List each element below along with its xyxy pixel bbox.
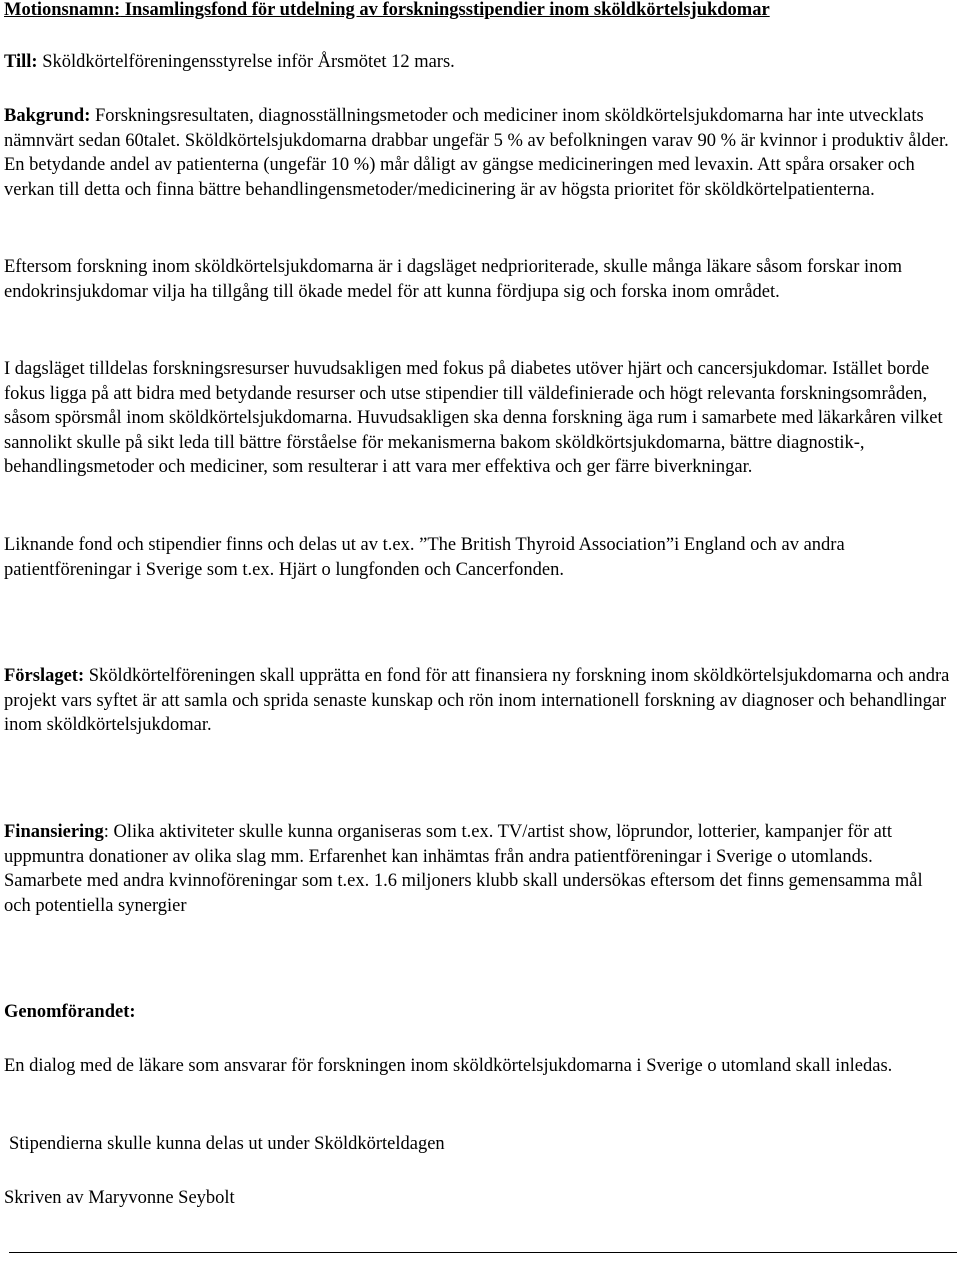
financing-paragraph xyxy=(4,820,950,918)
till-label: Till: xyxy=(4,52,38,72)
stipend-line: Stipendierna skulle kunna delas ut under Sköldkörteldagen xyxy=(9,1134,445,1154)
implementation-heading xyxy=(4,1000,950,1025)
genomforandet-label: Genomförandet: xyxy=(4,1002,136,1022)
paragraph-dagslaget: I dagsläget tilldelas forskningsresurser huvudsakligen med fokus på diabetes utöver hjärt och cancersjukdomar. Istället borde fokus ligga på att bidra med betydande resurser och utse stipendier till väldefinierade och högt relevanta forskningsområden, såsom spörsmål inom sköldkörtelsjukdomarna. Huvudsakligen ska denna forskning äga rum i samarbete med läkarkåren vilket sannolikt skulle på sikt leda till bättre förståelse för mekanismerna bakom sköldkörtsjukdomarna, bättre diagnostik-, behandlingsmetoder och mediciner, som resulterar i att vara mer effektiva och ger färre biverkningar. xyxy=(4,359,943,477)
motion-title: Insamlingsfond för utdelning av forskningsstipendier inom sköldkörtelsjukdomar xyxy=(120,0,770,20)
motion-label: Motionsnamn: xyxy=(4,0,121,20)
finansiering-text: : Olika aktiviteter skulle kunna organiseras som t.ex. TV/artist show, löprundor, lotterier, kampanjer för att uppmuntra donationer av olika slag mm. Erfarenhet kan inhämtas från andra patientföreningar i Sverige o utomlands. Samarbete med andra kvinnoföreningar som t.ex. 1.6 miljoners klubb skall undersökas eftersom det finns gemensamma mål och potentiella synergier xyxy=(4,822,923,916)
forslaget-text: Sköldkörtelföreningen skall upprätta en fond för att finansiera ny forskning inom sköldkörtelsjukdomarna och andra projekt vars syftet är att samla och sprida senaste kunskap och rön inom internationell forskning av diagnoser och behandlingar inom sköldkörtelsjukdomar. xyxy=(4,666,950,735)
paragraph-eftersom: Eftersom forskning inom sköldkörtelsjukdomarna är i dagsläget nedprioriterade, skulle många läkare såsom forskar inom endokrinsjukdomar vilja ha tillgång till ökade medel för att kunna fördjupa sig och forska inom området. xyxy=(4,257,903,302)
recipient-line xyxy=(4,50,950,75)
implementation-text: En dialog med de läkare som ansvarar för forskningen inom sköldkörtelsjukdomarna i Sverige o utomland skall inledas. xyxy=(4,1056,893,1076)
finansiering-label: Finansiering xyxy=(4,822,104,842)
background-paragraph xyxy=(4,104,950,202)
forslaget-label: Förslaget: xyxy=(4,666,85,686)
paragraph-liknande: Liknande fond och stipendier finns och delas ut av t.ex. ”The British Thyroid Association”i England och av andra patientföreningar i Sverige som t.ex. Hjärt o lungfonden och Cancerfonden. xyxy=(4,535,845,580)
author-line: Skriven av Maryvonne Seybolt xyxy=(4,1188,235,1208)
bakgrund-label: Bakgrund: xyxy=(4,106,91,126)
motion-title-line xyxy=(4,0,950,23)
proposal-paragraph xyxy=(4,664,950,738)
signature-rule xyxy=(9,1252,957,1253)
till-text: Sköldkörtelföreningensstyrelse inför Årsmötet 12 mars. xyxy=(37,52,455,72)
bakgrund-text: Forskningsresultaten, diagnosställningsmetoder och mediciner inom sköldkörtelsjukdomarna har inte utvecklats nämnvärt sedan 60talet. Sköldkörtelsjukdomarna drabbar ungefär 5 % av befolkningen varav 90 % är kvinnor i produktiv ålder. En betydande andel av patienterna (ungefär 10 %) mår dåligt av gängse medicineringen med levaxin. Att spåra orsaker och verkan till detta och finna bättre behandlingensmetoder/medicinering är av högsta prioritet för sköldkörtelpatienterna. xyxy=(4,106,949,200)
